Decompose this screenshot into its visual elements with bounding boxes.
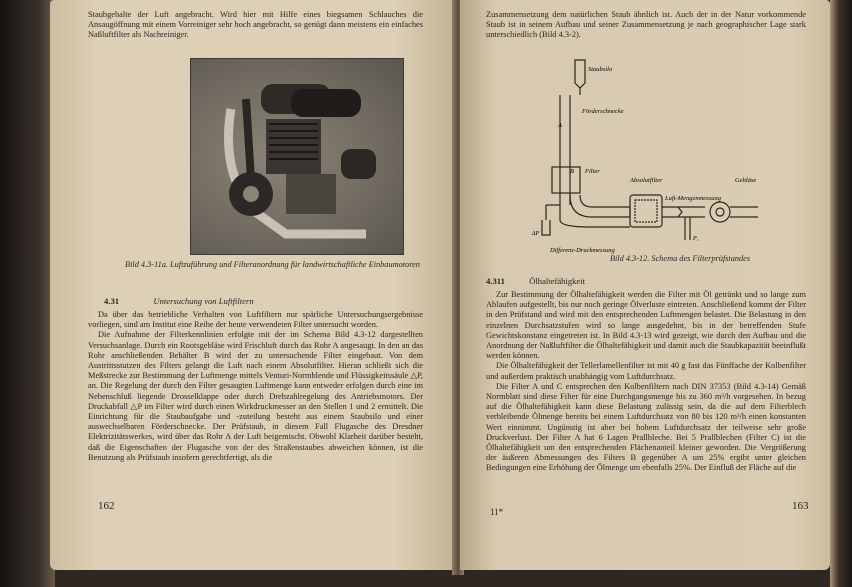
book-cover-right [830, 0, 852, 587]
left-section-heading [104, 296, 254, 306]
label-p1: P₁ [693, 236, 699, 242]
signature-mark: 11* [490, 507, 504, 517]
left-page-number: 162 [98, 500, 115, 512]
right-page-number: 163 [792, 500, 809, 512]
book-cover-left [0, 0, 55, 587]
photo-caption: Bild 4.3-11a. Luftzuführung und Filteranordnung für landwirtschaftliche Einbaumotoren [125, 260, 420, 269]
right-body-text [486, 290, 806, 474]
left-paragraph-1: Da über das betriebliche Verhalten von Luftfiltern nur spärliche Untersuchungsergebnisse vorliegen, sind am Institut eine Reihe der heute verwendeten Filter untersucht worden. [88, 310, 423, 330]
label-staubsilo: Staubsilo [588, 66, 613, 73]
left-page [50, 0, 455, 570]
test-stand-diagram [530, 55, 790, 260]
label-b: B [570, 168, 574, 175]
label-foerderschnecke: Förderschnecke [582, 108, 624, 115]
left-top-text [88, 10, 423, 41]
label-filter: Filter [585, 168, 600, 175]
section-title: Untersuchung von Luftfiltern [153, 296, 254, 306]
label-luft-mengenmessung: Luft-Mengenmessung [665, 195, 721, 202]
left-top-paragraph: Staubgehalte der Luft angebracht. Wird hier mit Hilfe eines biegsamen Schlauches die Ansaugöffnung mit einem Vorreiniger sehr hoch angebracht, so genügt dann meistens ein einfaches Naßluftfilter als Nachreiniger. [88, 10, 423, 40]
right-top-paragraph: Zusammensetzung dem natürlichen Staub ähnlich ist. Auch der in der Natur vorkommende Staub ist in seinem Aufbau und seiner Zusammensetzung je nach geographischer Lage stark unterschiedlich (Bild 4.3-2). [486, 10, 806, 40]
engine-photo [190, 58, 404, 255]
right-paragraph-2: Die Ölhaltefähigkeit der Tellerlamellenfilter ist mit 40 g fast das Fünffache der Kolbenfilter und außerdem praktisch unabhängig vom Luftdurchsatz. [486, 361, 806, 381]
left-body-text [88, 310, 423, 463]
label-absolutfilter: Absolutfilter [630, 177, 663, 184]
right-section-number: 4.311 [486, 276, 505, 286]
diagram-caption: Bild 4.3-12. Schema des Filterprüfstandes [609, 254, 751, 263]
label-a: A [558, 122, 562, 129]
label-delta-p: ΔP [532, 231, 540, 237]
right-section-heading [486, 276, 585, 286]
right-top-text [486, 10, 806, 41]
right-page [460, 0, 830, 570]
section-number: 4.31 [104, 296, 120, 306]
left-paragraph-2: Die Aufnahme der Filterkennlinien erfolgte mit der im Schema Bild 4.3-12 dargestellten Versuchsanlage. Durch ein Rootsgebläse wird Frischluft durch das Rohr A angesaugt. In den an das Rohr anschließenden Behälter B wird der zu untersuchende Filter eingebaut. Von dem Austrittsstutzen des Filters gelangt die Luft nach einem Absolutfilter. Hieran schließt sich die Meßstrecke zur Bestimmung der Luftmenge mittels Venturi-Normblende und Flüssigkeitssäule △P, an. Die Regelung der durch den Filter gesaugten Luftmenge kann entweder erfolgen durch eine im Nebenschluß liegende Drosselklappe oder durch Drehzahlregelung des Antriebsmotors. Der Druckabfall △P im Filter wird durch einen Wirkdruckmesser an den Stellen 1 und 2 ermittelt. Die Einrichtung für die Staubaufgabe und -zuteilung besteht aus einem Staubsilo und einer auswechselbaren Förderschnecke. Der Prüfstaub, in diesem Fall Flugasche des Dresdner Elektrizitätswerkes, wird über das Rohr A der Luft beigemischt. Obwohl Klarheit darüber besteht, daß die Eigenschaften der Flugasche von der des Straßenstaubes abweichen können, ist die Benutzung als Prüfstaub insofern gerechtfertigt, als die [88, 330, 423, 462]
label-geblaese: Gebläse [735, 177, 757, 184]
engine-illustration [191, 59, 403, 254]
test-stand-schematic [530, 55, 790, 260]
right-paragraph-3: Die Filter A und C entsprechen den Kolbenfiltern nach DIN 37353 (Bild 4.3-14) Gemäß Normblatt sind diese Filter für eine Durchgangsmenge bis zu 360 m³/h vorgesehen. In bezug auf die Ölhaltefähigkeit kann diese Belastung zulässig sein, da die auf dem Filterblech verbleibende Ölmenge bereits bei einem Luftdurchsatz von 80 bis 120 m³/h einen konstanten Wert einnimmt. Ungünstig ist aber bei hohem Luftdurchsatz der teilweise sehr große Druckverlust. Der Filter A hat 6 Lagen Prallbleche. Bei 5 Prallblechen (Filter C) ist die Ölhaltefähigkeit um den entsprechenden Flächenanteil kleiner geworden. Die Vergrößerung der äußeren Abmessungen des Filters B gegenüber A um 25% ergibt unter gleichen Bedingungen eine Erhöhung der Ölmenge um ebenfalls 25%. Der Einfluß der Fläche auf die [486, 381, 806, 473]
right-paragraph-1: Zur Bestimmung der Ölhaltefähigkeit werden die Filter mit Öl getränkt und so lange zum Ablaufen aufgestellt, bis nur noch geringe Ölverluste eintreten. Anschließend kommt der Filter in den Prüfstand und wird mit den entsprechenden Luftmengen belastet. Die Belastung in den einzelnen Durchsatzstufen wird so lange ausgedehnt, bis in der betreffenden Stufe Gewichtskonstanz eingetreten ist. In Bild 4.3-13 wird gezeigt, wie durch den Aufbau und die Anordnung der Naßluftfilter die Ölhaltefähigkeit und damit auch die Staubkapazität beeinflußt werden können. [486, 290, 806, 361]
right-section-title: Ölhaltefähigkeit [529, 276, 586, 286]
label-differenz-druckmessung: Differenz-Druckmessung [550, 247, 615, 254]
